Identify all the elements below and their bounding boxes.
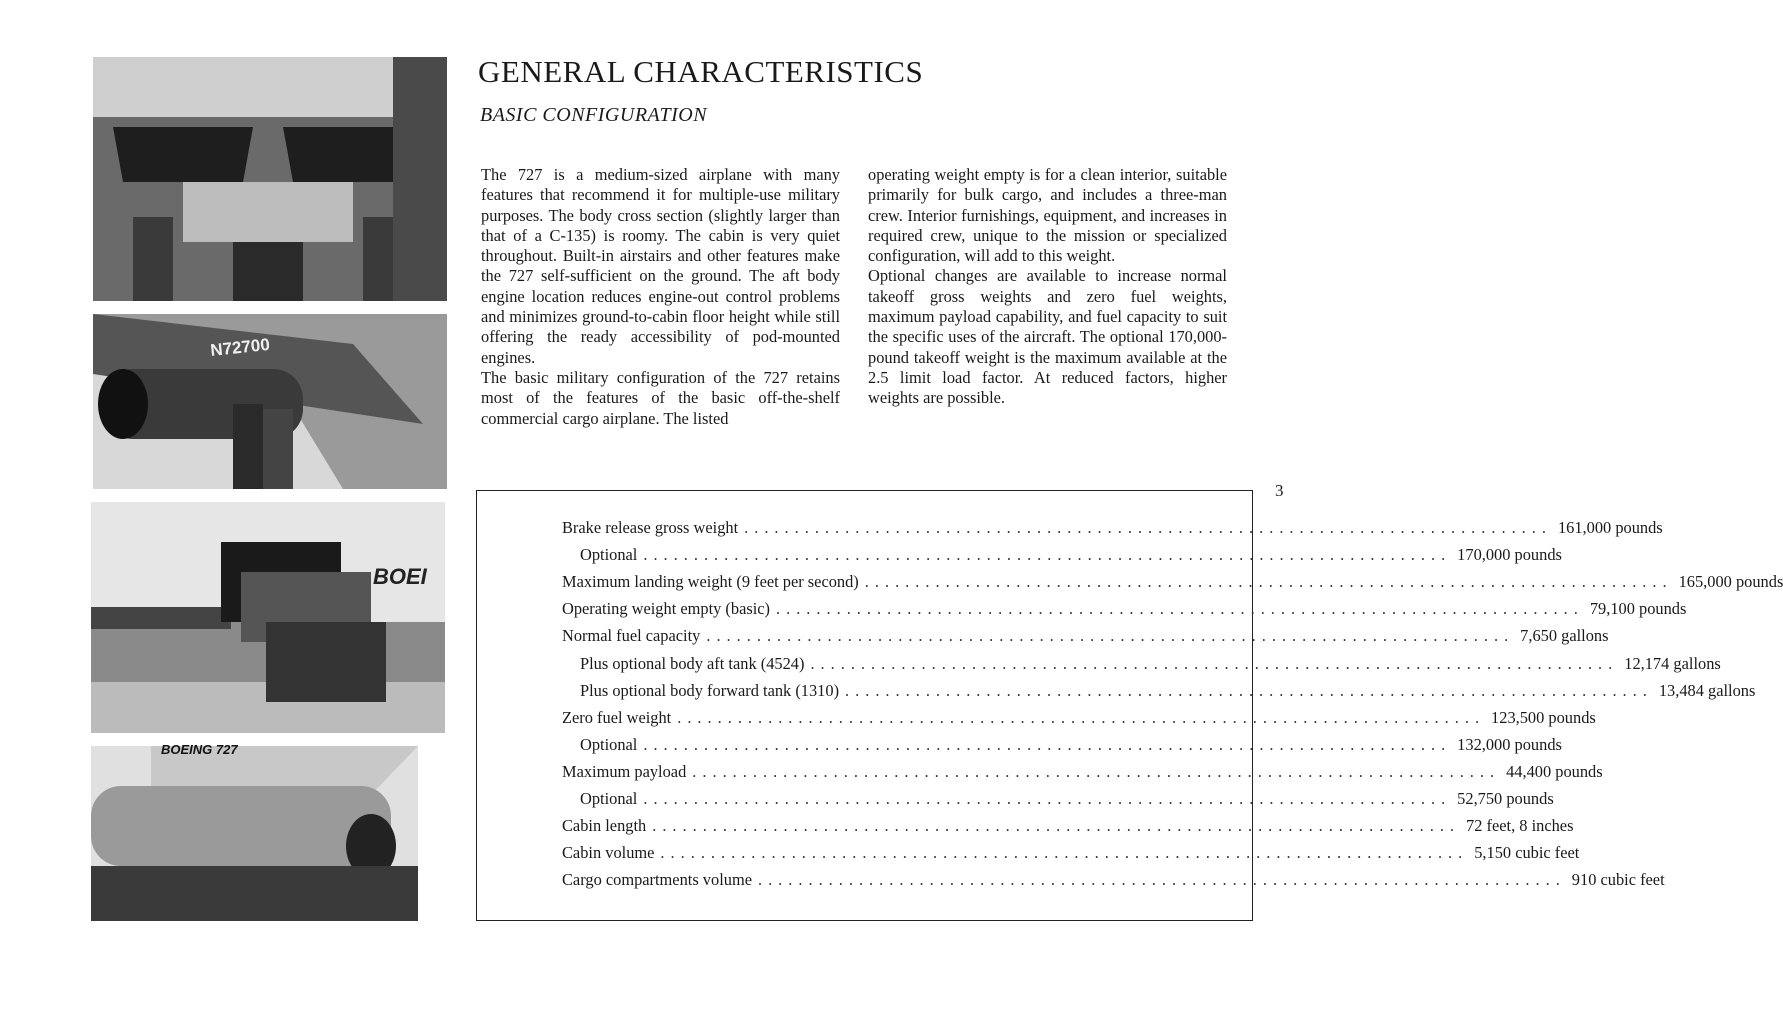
spec-value: 161,000 pounds (1557, 518, 1663, 537)
paragraph: operating weight empty is for a clean interior, suitable primarily for bulk cargo, and includes a three-man crew. Interior furnishings, equipment, and increases in required crew, unique to the mission or specialized configuration, will add to this weight. (868, 165, 1227, 266)
spec-row (562, 518, 1663, 540)
leader-dots: ................................................................................ (776, 599, 1584, 619)
spec-label: Cabin volume (562, 843, 655, 863)
spec-label: Cabin length (562, 816, 647, 836)
spec-value: 52,750 pounds (1457, 789, 1554, 808)
spec-row (562, 599, 1687, 621)
leader-dots: ................................................................................ (845, 680, 1653, 700)
spec-value: 79,100 pounds (1589, 599, 1687, 619)
spec-row (562, 870, 1665, 892)
spec-value: 910 cubic feet (1571, 870, 1665, 890)
spec-row (562, 680, 1756, 703)
spec-row (562, 626, 1609, 648)
boeing-tail-lettering: BOEING 727 (161, 742, 238, 757)
spec-label: Normal fuel capacity (562, 626, 701, 646)
specifications-table (476, 490, 1783, 921)
spec-value: 72 feet, 8 inches (1466, 816, 1574, 836)
spec-value: 5,150 cubic feet (1474, 843, 1580, 863)
spec-value: 7,650 gallons (1520, 626, 1609, 646)
spec-row (562, 816, 1574, 838)
leader-dots: ................................................................................ (643, 789, 1452, 808)
spec-label: Optional (580, 789, 638, 808)
spec-label: Maximum landing weight (9 feet per second) (562, 572, 859, 592)
spec-row (562, 572, 1783, 594)
spec-value: 170,000 pounds (1457, 545, 1562, 565)
tail-engines-photo (91, 742, 418, 921)
spec-row (562, 789, 1554, 811)
spec-label: Zero fuel weight (562, 707, 672, 727)
spec-value: 132,000 pounds (1457, 734, 1562, 754)
page-subtitle: BASIC CONFIGURATION (480, 104, 708, 126)
page-number: 3 (1275, 481, 1284, 500)
spec-label: Brake release gross weight (562, 518, 739, 537)
paragraph: Optional changes are available to increase normal takeoff gross weights and zero fuel weights, maximum payload capability, and fuel capacity to suit the specific uses of the aircraft. The optional 170,000-pound takeoff weight is the maximum available at the 2.5 limit load factor. At reduced factors, higher weights are possible. (868, 266, 1227, 408)
spec-label: Optional (580, 545, 638, 565)
page-title: GENERAL CHARACTERISTICS (478, 54, 924, 89)
body-column-left (481, 165, 840, 429)
spec-value: 12,174 gallons (1624, 653, 1721, 673)
leader-dots: ................................................................................ (692, 761, 1501, 781)
leader-dots: ................................................................................ (643, 545, 1452, 565)
leader-dots: ................................................................................ (744, 518, 1552, 537)
spec-row (562, 707, 1596, 730)
paragraph: The basic military configuration of the 727 retains most of the features of the basic off-the-shelf commercial cargo airplane. The listed (481, 367, 840, 428)
paragraph: The 727 is a medium-sized airplane with many features that recommend it for multiple-use military purposes. The body cross section (slightly larger than that of a C-135) is roomy. The cabin is very quiet throughout. Built-in airstairs and other features make the 727 self-sufficient on the ground. The aft body engine location reduces engine-out control problems and minimizes ground-to-cabin floor height while still offering the ready accessibility of pod-mounted engines. (481, 165, 840, 367)
leader-dots: ................................................................................ (652, 816, 1461, 836)
leader-dots: ................................................................................ (677, 707, 1486, 727)
spec-row (562, 761, 1603, 784)
leader-dots: ................................................................................ (643, 734, 1452, 754)
body-column-right (868, 165, 1227, 409)
spec-label: Maximum payload (562, 761, 687, 781)
engine-maintenance-photo (93, 314, 447, 489)
leader-dots: ................................................................................ (864, 572, 1673, 592)
spec-label: Cargo compartments volume (562, 870, 752, 890)
spec-label: Plus optional body forward tank (1310) (580, 680, 840, 700)
cockpit-photo (93, 57, 447, 301)
spec-row (562, 653, 1721, 676)
leader-dots: ................................................................................ (810, 653, 1619, 673)
spec-label: Operating weight empty (basic) (562, 599, 771, 619)
aircraft-registration: N72700 (209, 334, 271, 360)
boeing-fuselage-lettering: BOEI (373, 564, 427, 589)
spec-row (562, 843, 1580, 865)
leader-dots: ................................................................................ (706, 626, 1515, 646)
spec-row (562, 545, 1562, 567)
leader-dots: ................................................................................ (757, 870, 1566, 890)
spec-value: 165,000 pounds (1678, 572, 1783, 592)
spec-value: 44,400 pounds (1506, 761, 1603, 781)
spec-value: 13,484 gallons (1658, 680, 1756, 700)
spec-label: Optional (580, 734, 638, 754)
spec-label: Plus optional body aft tank (4524) (580, 653, 805, 673)
spec-value: 123,500 pounds (1491, 707, 1596, 727)
spec-row (562, 734, 1562, 757)
cargo-loading-photo (91, 502, 445, 733)
leader-dots: ................................................................................ (660, 843, 1469, 863)
